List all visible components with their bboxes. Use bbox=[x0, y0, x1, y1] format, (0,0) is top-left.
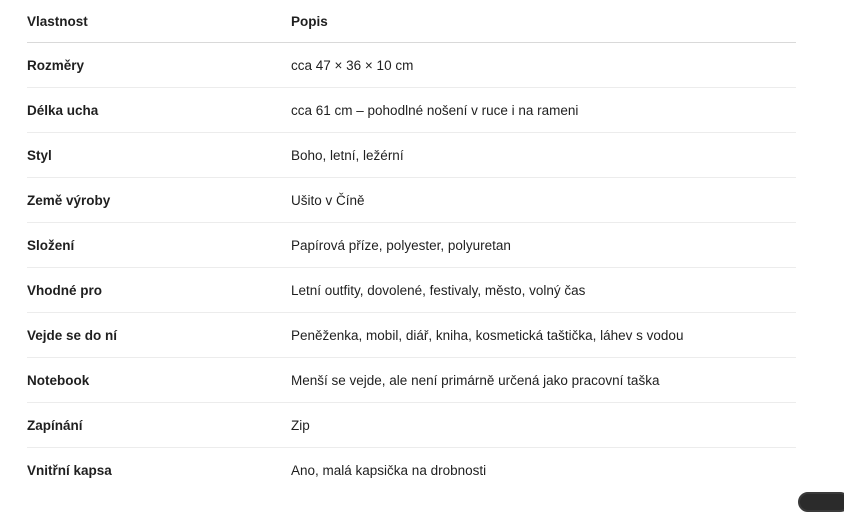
table-row bbox=[27, 448, 796, 493]
cell-description: Boho, letní, ležérní bbox=[291, 133, 796, 178]
cell-property: Délka ucha bbox=[27, 88, 291, 133]
table-row bbox=[27, 313, 796, 358]
cell-property: Vnitřní kapsa bbox=[27, 448, 291, 493]
cell-property: Země výroby bbox=[27, 178, 291, 223]
cell-property: Vejde se do ní bbox=[27, 313, 291, 358]
cell-description: Papírová příze, polyester, polyuretan bbox=[291, 223, 796, 268]
table-header bbox=[27, 0, 796, 43]
table-row bbox=[27, 268, 796, 313]
table-row bbox=[27, 178, 796, 223]
table-row bbox=[27, 88, 796, 133]
cell-property: Vhodné pro bbox=[27, 268, 291, 313]
cell-description: cca 47 × 36 × 10 cm bbox=[291, 43, 796, 88]
cell-description: Ušito v Číně bbox=[291, 178, 796, 223]
table-row bbox=[27, 403, 796, 448]
header-description: Popis bbox=[291, 0, 796, 43]
table-row bbox=[27, 358, 796, 403]
cell-property: Zapínání bbox=[27, 403, 291, 448]
cell-description: Menší se vejde, ale není primárně určená jako pracovní taška bbox=[291, 358, 796, 403]
product-spec-table-container bbox=[27, 0, 796, 492]
cell-property: Složení bbox=[27, 223, 291, 268]
header-row bbox=[27, 0, 796, 43]
cell-property: Styl bbox=[27, 133, 291, 178]
cell-description: cca 61 cm – pohodlné nošení v ruce i na rameni bbox=[291, 88, 796, 133]
table-row bbox=[27, 223, 796, 268]
table-row bbox=[27, 133, 796, 178]
table-row bbox=[27, 43, 796, 88]
product-spec-table bbox=[27, 0, 796, 492]
floating-corner-button[interactable] bbox=[798, 492, 844, 512]
cell-description: Peněženka, mobil, diář, kniha, kosmetická taštička, láhev s vodou bbox=[291, 313, 796, 358]
header-property: Vlastnost bbox=[27, 0, 291, 43]
table-body bbox=[27, 43, 796, 493]
cell-property: Rozměry bbox=[27, 43, 291, 88]
cell-description: Letní outfity, dovolené, festivaly, město, volný čas bbox=[291, 268, 796, 313]
cell-description: Zip bbox=[291, 403, 796, 448]
cell-property: Notebook bbox=[27, 358, 291, 403]
cell-description: Ano, malá kapsička na drobnosti bbox=[291, 448, 796, 493]
